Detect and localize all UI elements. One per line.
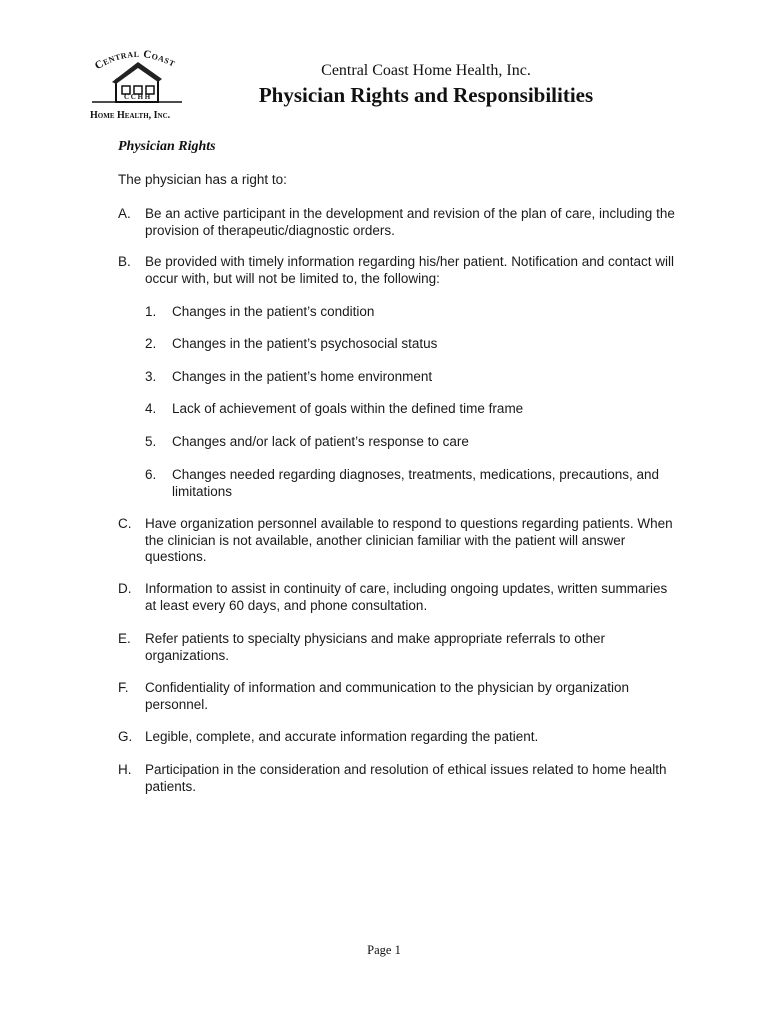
document-title: Physician Rights and Responsibilities — [258, 83, 594, 107]
sub-item-number: 2. — [145, 336, 157, 351]
sub-item-text: Changes in the patient’s condition — [172, 304, 375, 319]
sub-item-text: Changes in the patient’s home environment — [172, 369, 433, 384]
item-text: Information to assist in continuity of care, including ongoing updates, written summaries at least every 60 days, and phone consultation. — [145, 581, 668, 613]
sub-item-number: 1. — [145, 304, 157, 319]
sub-item-text: Changes in the patient’s psychosocial status — [172, 336, 438, 351]
sub-item-number: 4. — [145, 401, 157, 416]
logo-arc-text: Central Coast — [92, 48, 178, 73]
item-letter: F. — [118, 680, 129, 695]
sub-item-text: Changes needed regarding diagnoses, treatments, medications, precautions, and limitations — [172, 467, 660, 499]
sub-item-text: Changes and/or lack of patient’s response to care — [172, 434, 469, 449]
sub-item-text: Lack of achievement of goals within the defined time frame — [172, 401, 524, 416]
sub-item-number: 5. — [145, 434, 157, 449]
item-letter: D. — [118, 581, 132, 596]
item-text: Legible, complete, and accurate information regarding the patient. — [145, 729, 539, 744]
item-text: Refer patients to specialty physicians and make appropriate referrals to other organizations. — [145, 631, 605, 663]
item-letter: C. — [118, 516, 132, 531]
sub-item-number: 3. — [145, 369, 157, 384]
item-letter: A. — [118, 206, 131, 221]
intro-text: The physician has a right to: — [118, 172, 287, 187]
item-letter: H. — [118, 762, 132, 777]
section-heading: Physician Rights — [118, 139, 216, 154]
item-letter: E. — [118, 631, 131, 646]
item-letter: B. — [118, 254, 131, 269]
item-text: Confidentiality of information and communication to the physician by organization personnel. — [145, 680, 630, 712]
sub-item-number: 6. — [145, 467, 157, 482]
item-text: Have organization personnel available to respond to questions regarding patients. When the clinician is not available, another clinician familiar with the patient will answer questions. — [145, 516, 673, 564]
organization-name: Central Coast Home Health, Inc. — [321, 62, 531, 79]
svg-text:C C H H: C C H H — [124, 93, 151, 101]
item-text: Be an active participant in the development and revision of the plan of care, including the provision of therapeutic/diagnostic orders. — [145, 206, 675, 238]
item-text: Participation in the consideration and resolution of ethical issues related to home health patients. — [145, 762, 667, 794]
page-number: Page 1 — [367, 943, 401, 957]
item-text: Be provided with timely information regarding his/her patient. Notification and contact will occur with, but will not be limited to, the following: — [145, 254, 675, 286]
logo-bottom-text: Home Health, Inc. — [90, 110, 171, 121]
item-letter: G. — [118, 729, 133, 744]
